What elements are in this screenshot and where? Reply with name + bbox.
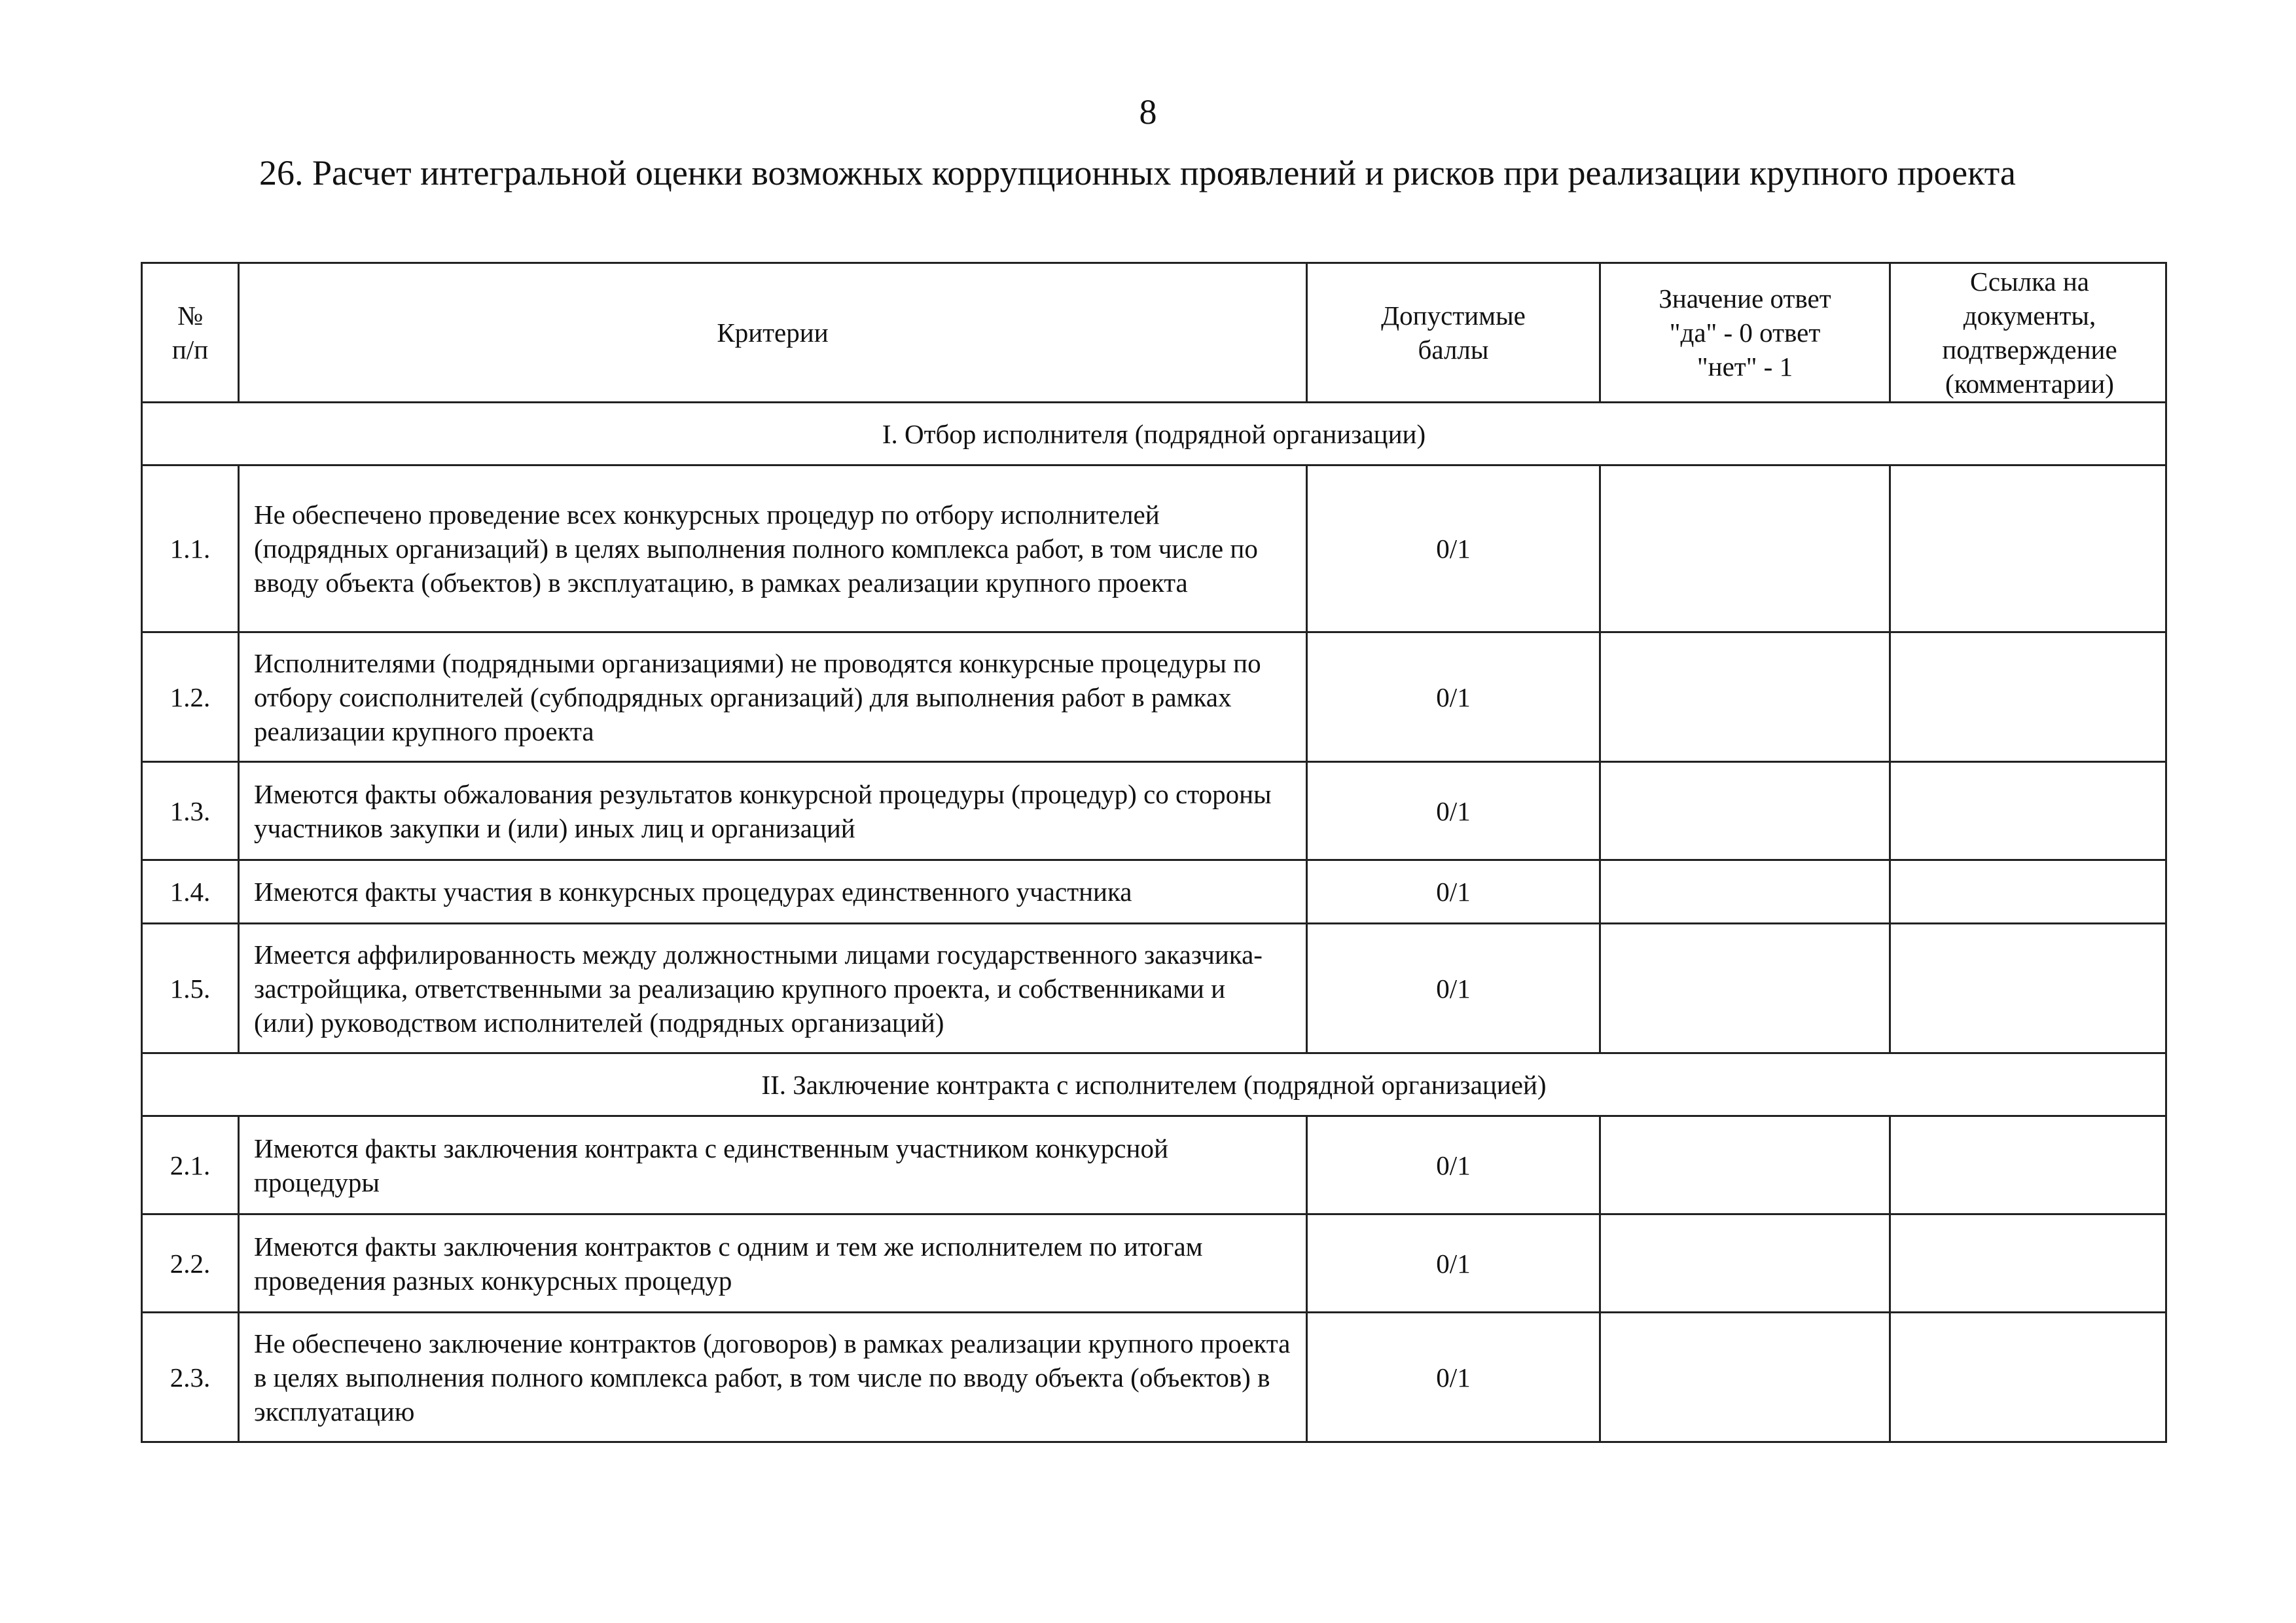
- row-value: [1600, 1214, 1890, 1313]
- page-number: 8: [1139, 92, 1157, 132]
- row-criteria: Имеются факты участия в конкурсных процедурах единственного участника: [239, 860, 1307, 924]
- row-value: [1600, 924, 1890, 1053]
- section-title: I. Отбор исполнителя (подрядной организации): [142, 403, 2166, 465]
- table-row: [142, 1313, 2166, 1442]
- row-number: 2.3.: [142, 1313, 239, 1442]
- row-link: [1890, 1116, 2166, 1214]
- table-row: [142, 465, 2166, 632]
- row-points: 0/1: [1307, 924, 1600, 1053]
- row-number: 1.1.: [142, 465, 239, 632]
- row-value: [1600, 1313, 1890, 1442]
- row-points: 0/1: [1307, 1116, 1600, 1214]
- row-link: [1890, 1313, 2166, 1442]
- table-row: [142, 1214, 2166, 1313]
- table-row: [142, 762, 2166, 860]
- row-number: 1.4.: [142, 860, 239, 924]
- table-row: [142, 924, 2166, 1053]
- row-points: 0/1: [1307, 860, 1600, 924]
- row-value: [1600, 1116, 1890, 1214]
- table-row: [142, 1116, 2166, 1214]
- row-criteria: Имеются факты заключения контрактов с одним и тем же исполнителем по итогам проведения разных конкурсных процедур: [239, 1214, 1307, 1313]
- header-criteria: Критерии: [239, 263, 1307, 403]
- header-num: № п/п: [142, 263, 239, 403]
- table-row: [142, 860, 2166, 924]
- row-link: [1890, 632, 2166, 762]
- row-link: [1890, 762, 2166, 860]
- risk-assessment-table: [141, 262, 2167, 1443]
- table-header-row: [142, 263, 2166, 403]
- row-number: 1.3.: [142, 762, 239, 860]
- header-link: Ссылка на документы, подтверждение (комментарии): [1890, 263, 2166, 403]
- row-points: 0/1: [1307, 1313, 1600, 1442]
- header-value: Значение ответ "да" - 0 ответ "нет" - 1: [1600, 263, 1890, 403]
- row-points: 0/1: [1307, 1214, 1600, 1313]
- row-points: 0/1: [1307, 465, 1600, 632]
- row-link: [1890, 860, 2166, 924]
- row-link: [1890, 924, 2166, 1053]
- row-value: [1600, 465, 1890, 632]
- table-row: [142, 632, 2166, 762]
- header-points: Допустимые баллы: [1307, 263, 1600, 403]
- row-number: 1.2.: [142, 632, 239, 762]
- section-title: II. Заключение контракта с исполнителем (подрядной организацией): [142, 1053, 2166, 1116]
- row-number: 2.2.: [142, 1214, 239, 1313]
- document-title: 26. Расчет интегральной оценки возможных коррупционных проявлений и рисков при реализации крупного проекта: [259, 153, 2016, 192]
- row-value: [1600, 632, 1890, 762]
- row-link: [1890, 465, 2166, 632]
- row-criteria: Не обеспечено заключение контрактов (договоров) в рамках реализации крупного проекта в целях выполнения полного комплекса работ, в том числе по вводу объекта (объектов) в эксплуатацию: [239, 1313, 1307, 1442]
- row-number: 2.1.: [142, 1116, 239, 1214]
- row-value: [1600, 860, 1890, 924]
- row-criteria: Не обеспечено проведение всех конкурсных процедур по отбору исполнителей (подрядных организаций) в целях выполнения полного комплекса работ, в том числе по вводу объекта (объектов) в эксплуатацию, в рамках реализации крупного проекта: [239, 465, 1307, 632]
- row-points: 0/1: [1307, 762, 1600, 860]
- row-criteria: Имеются факты заключения контракта с единственным участником конкурсной процедуры: [239, 1116, 1307, 1214]
- section-header-row: [142, 1053, 2166, 1116]
- row-number: 1.5.: [142, 924, 239, 1053]
- row-value: [1600, 762, 1890, 860]
- row-link: [1890, 1214, 2166, 1313]
- row-points: 0/1: [1307, 632, 1600, 762]
- row-criteria: Имеются факты обжалования результатов конкурсной процедуры (процедур) со стороны участников закупки и (или) иных лиц и организаций: [239, 762, 1307, 860]
- section-header-row: [142, 403, 2166, 465]
- row-criteria: Имеется аффилированность между должностными лицами государственного заказчика-застройщика, ответственными за реализацию крупного проекта, и собственниками и (или) руководством исполнителей (подрядных организаций): [239, 924, 1307, 1053]
- row-criteria: Исполнителями (подрядными организациями) не проводятся конкурсные процедуры по отбору соисполнителей (субподрядных организаций) для выполнения работ в рамках реализации крупного проекта: [239, 632, 1307, 762]
